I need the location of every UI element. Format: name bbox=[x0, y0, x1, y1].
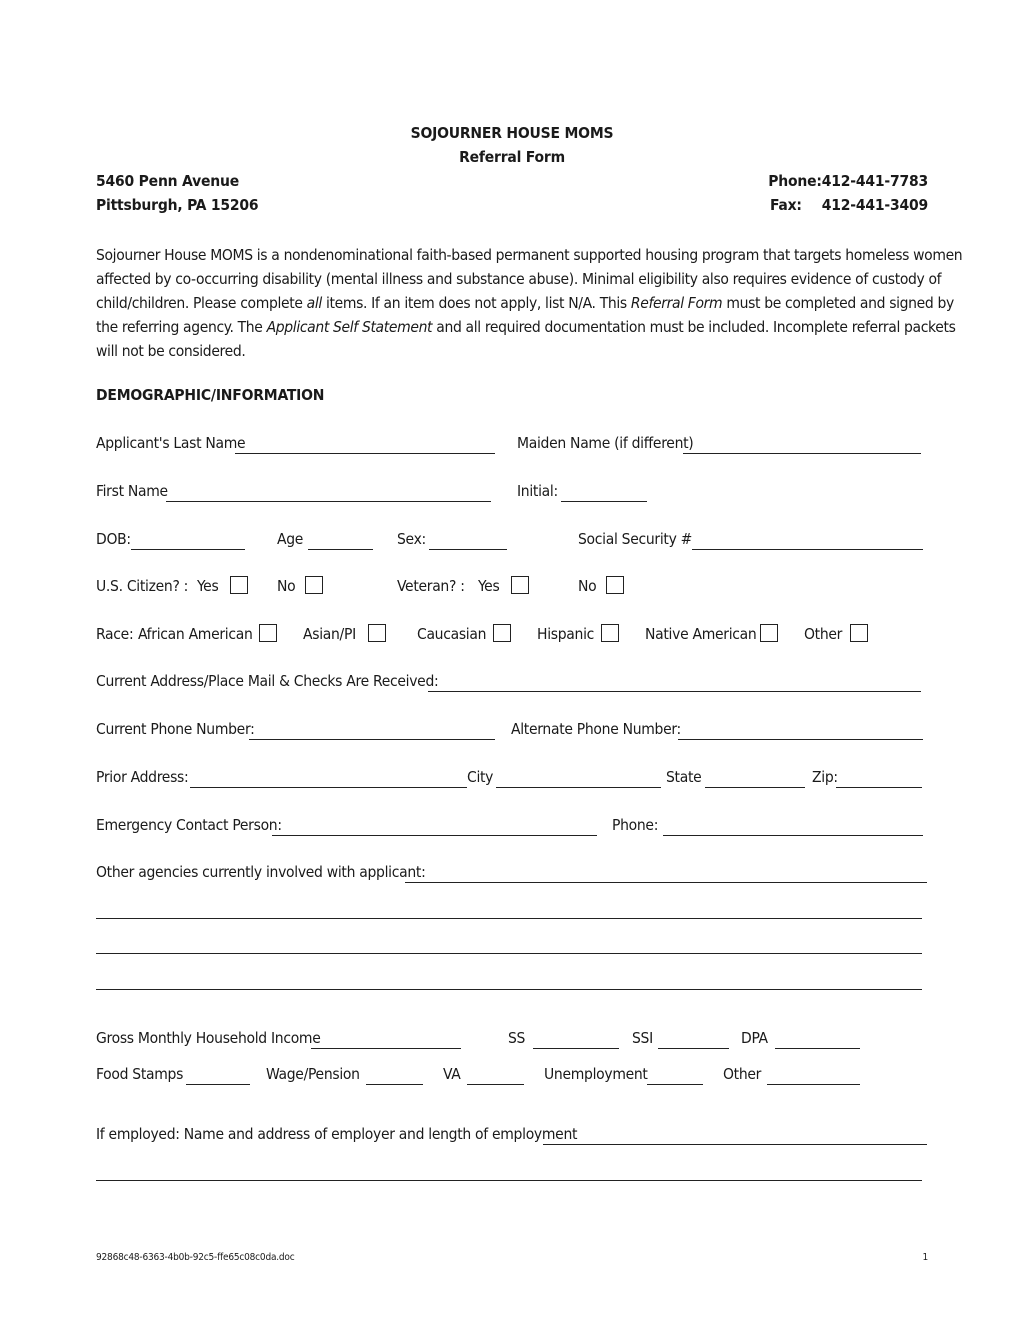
zip-label: Zip: bbox=[812, 768, 838, 786]
state-field[interactable] bbox=[705, 787, 805, 788]
last-name-label: Applicant's Last Name bbox=[96, 434, 246, 452]
footer-doc-id: 92868c48-6363-4b0b-92c5-ffe65c08c0da.doc bbox=[96, 1252, 295, 1263]
employment-field[interactable] bbox=[543, 1144, 927, 1145]
race-option-caucasian: Caucasian bbox=[417, 625, 487, 643]
income-other-label: Other bbox=[723, 1065, 762, 1083]
ss-field[interactable] bbox=[533, 1048, 619, 1049]
dob-field[interactable] bbox=[131, 549, 245, 550]
current-phone-label: Current Phone Number: bbox=[96, 720, 255, 738]
va-label: VA bbox=[443, 1065, 461, 1083]
citizen-label: U.S. Citizen? : bbox=[96, 577, 189, 595]
section-title: DEMOGRAPHIC/INFORMATION bbox=[96, 386, 325, 404]
food-stamps-label: Food Stamps bbox=[96, 1065, 184, 1083]
race-native-american-checkbox[interactable] bbox=[760, 624, 778, 642]
veteran-label: Veteran? : bbox=[397, 577, 465, 595]
emergency-phone-field[interactable] bbox=[663, 835, 923, 836]
address-line-1: 5460 Penn Avenue bbox=[96, 172, 239, 190]
org-title: SOJOURNER HOUSE MOMS bbox=[410, 124, 614, 142]
intro-line-2: affected by co-occurring disability (mental illness and substance abuse). Minimal eligibility also requires evidence of custody of bbox=[96, 270, 942, 288]
veteran-no-checkbox[interactable] bbox=[606, 576, 624, 594]
race-caucasian-checkbox[interactable] bbox=[493, 624, 511, 642]
gross-income-field[interactable] bbox=[311, 1048, 461, 1049]
race-option-african-american: African American bbox=[138, 625, 253, 643]
initial-label: Initial: bbox=[517, 482, 558, 500]
ssn-label: Social Security # bbox=[578, 530, 693, 548]
ssn-field[interactable] bbox=[692, 549, 923, 550]
race-african-american-checkbox[interactable] bbox=[259, 624, 277, 642]
race-label: Race: bbox=[96, 625, 134, 643]
citizen-no-label: No bbox=[277, 577, 296, 595]
other-agencies-field[interactable] bbox=[405, 882, 927, 883]
intro-paragraph bbox=[96, 243, 963, 363]
ssi-label: SSI bbox=[632, 1029, 653, 1047]
ssi-field[interactable] bbox=[658, 1048, 729, 1049]
veteran-yes-checkbox[interactable] bbox=[511, 576, 529, 594]
fax-contact bbox=[770, 196, 928, 214]
alternate-phone-field[interactable] bbox=[678, 739, 923, 740]
sex-label: Sex: bbox=[397, 530, 426, 548]
fax-label: Fax: bbox=[769, 196, 802, 214]
employment-label: If employed: Name and address of employer and length of employment bbox=[96, 1125, 578, 1143]
va-field[interactable] bbox=[467, 1084, 524, 1085]
race-option-native-american: Native American bbox=[645, 625, 757, 643]
city-label: City bbox=[467, 768, 494, 786]
other-agencies-line-3[interactable] bbox=[96, 953, 922, 954]
race-option-hispanic: Hispanic bbox=[537, 625, 595, 643]
sex-field[interactable] bbox=[429, 549, 507, 550]
race-asian-pi-checkbox[interactable] bbox=[368, 624, 386, 642]
race-option-other: Other bbox=[804, 625, 843, 643]
veteran-yes-label: Yes bbox=[478, 577, 500, 595]
phone-value: 412-441-7783 bbox=[821, 172, 928, 190]
age-field[interactable] bbox=[308, 549, 373, 550]
current-address-label: Current Address/Place Mail & Checks Are Received: bbox=[96, 672, 439, 690]
phone-contact bbox=[768, 172, 928, 190]
intro-line-3: child/children. Please complete all items. If an item does not apply, list N/A. This Referral Form must be completed and signed by bbox=[96, 294, 954, 312]
zip-field[interactable] bbox=[836, 787, 922, 788]
city-field[interactable] bbox=[496, 787, 661, 788]
food-stamps-field[interactable] bbox=[186, 1084, 250, 1085]
dpa-field[interactable] bbox=[775, 1048, 860, 1049]
dob-label: DOB: bbox=[96, 530, 131, 548]
state-label: State bbox=[666, 768, 702, 786]
initial-field[interactable] bbox=[561, 501, 647, 502]
last-name-field[interactable] bbox=[235, 453, 495, 454]
citizen-no-checkbox[interactable] bbox=[305, 576, 323, 594]
citizen-yes-checkbox[interactable] bbox=[230, 576, 248, 594]
address-line-2: Pittsburgh, PA 15206 bbox=[96, 196, 259, 214]
fax-value: 412-441-3409 bbox=[821, 196, 928, 214]
other-agencies-line-4[interactable] bbox=[96, 989, 922, 990]
first-name-field[interactable] bbox=[166, 501, 491, 502]
race-other-checkbox[interactable] bbox=[850, 624, 868, 642]
prior-address-field[interactable] bbox=[190, 787, 467, 788]
wage-pension-label: Wage/Pension bbox=[266, 1065, 360, 1083]
race-option-asian-pi: Asian/PI bbox=[303, 625, 356, 643]
maiden-name-field[interactable] bbox=[683, 453, 921, 454]
phone-label: Phone: bbox=[768, 172, 822, 190]
employment-line-2[interactable] bbox=[96, 1180, 922, 1181]
alternate-phone-label: Alternate Phone Number: bbox=[511, 720, 681, 738]
wage-pension-field[interactable] bbox=[366, 1084, 423, 1085]
emergency-contact-field[interactable] bbox=[272, 835, 597, 836]
intro-line-1: Sojourner House MOMS is a nondenominational faith-based permanent supported housing program that targets homeless women bbox=[96, 246, 963, 264]
citizen-yes-label: Yes bbox=[197, 577, 219, 595]
gross-income-label: Gross Monthly Household Income bbox=[96, 1029, 321, 1047]
age-label: Age bbox=[277, 530, 304, 548]
intro-line-5: will not be considered. bbox=[96, 342, 246, 360]
race-hispanic-checkbox[interactable] bbox=[601, 624, 619, 642]
dpa-label: DPA bbox=[741, 1029, 768, 1047]
emergency-contact-label: Emergency Contact Person: bbox=[96, 816, 282, 834]
current-phone-field[interactable] bbox=[249, 739, 495, 740]
veteran-no-label: No bbox=[578, 577, 597, 595]
other-agencies-line-2[interactable] bbox=[96, 918, 922, 919]
ss-label: SS bbox=[508, 1029, 526, 1047]
unemployment-label: Unemployment bbox=[544, 1065, 648, 1083]
prior-address-label: Prior Address: bbox=[96, 768, 189, 786]
other-agencies-label: Other agencies currently involved with applicant: bbox=[96, 863, 426, 881]
form-title: Referral Form bbox=[459, 148, 565, 166]
first-name-label: First Name bbox=[96, 482, 168, 500]
current-address-field[interactable] bbox=[428, 691, 921, 692]
footer-page-number: 1 bbox=[922, 1252, 928, 1263]
unemployment-field[interactable] bbox=[647, 1084, 703, 1085]
emergency-phone-label: Phone: bbox=[612, 816, 659, 834]
intro-line-4: the referring agency. The Applicant Self Statement and all required documentation must be included. Incomplete referral packets bbox=[96, 318, 956, 336]
income-other-field[interactable] bbox=[767, 1084, 860, 1085]
maiden-name-label: Maiden Name (if different) bbox=[517, 434, 694, 452]
